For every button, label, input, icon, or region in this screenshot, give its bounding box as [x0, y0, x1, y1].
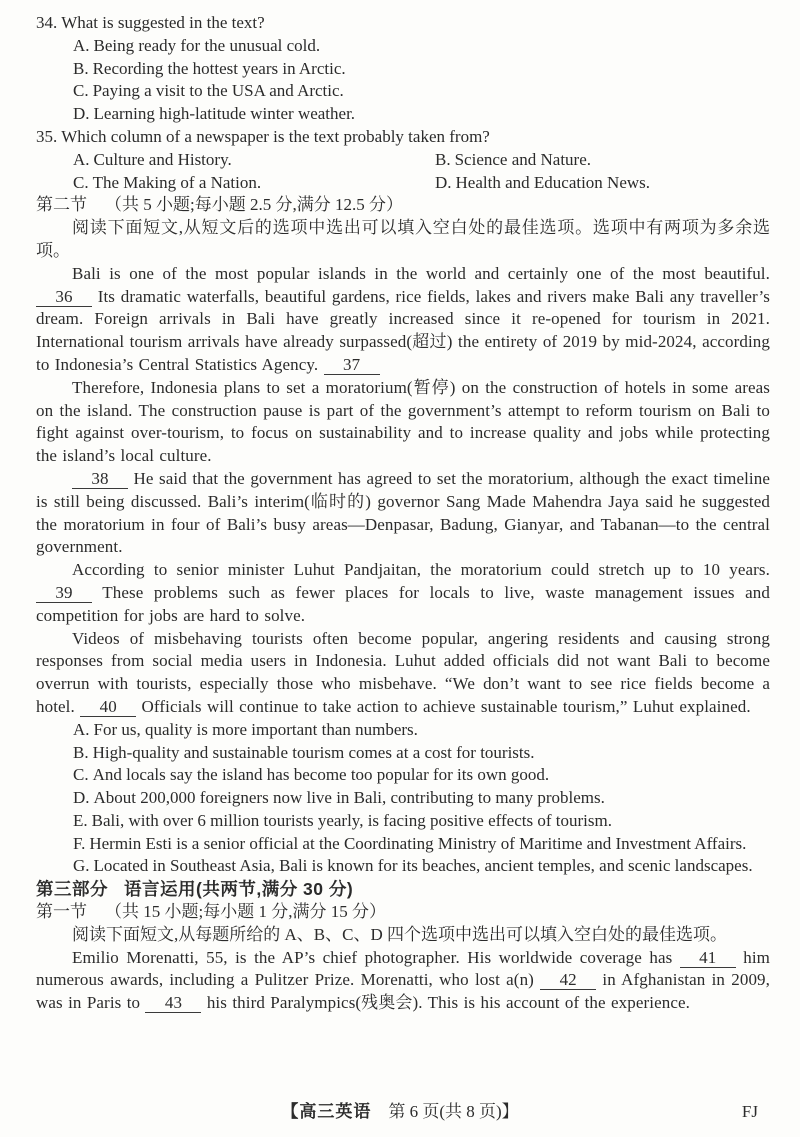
q34-option-b: [73, 58, 770, 81]
sec2-option-b-label: B.: [73, 742, 89, 762]
question-35: [36, 126, 770, 149]
q34-option-a: [73, 35, 770, 58]
part3-paragraph: Emilio Morenatti, 55, is the AP’s chief photographer. His worldwide coverage has 41 him numerous awards, including a Pulitzer Prize. Morenatti, who lost a(n) 42 in Afghanistan in 2009, was in Paris to 43 his third Paralympics(残奥会). This is his account of the experience.: [36, 947, 771, 1013]
question-34-number: 34.: [36, 13, 58, 32]
q35-option-d-text: Health and Education News.: [455, 172, 651, 192]
q34-option-d: [73, 103, 770, 126]
sec2-option-e-label: E.: [73, 810, 88, 830]
q35-option-b-text: Science and Nature.: [454, 149, 592, 169]
sec2-option-a-text: For us, quality is more important than numbers.: [93, 719, 418, 739]
q35-option-a-text: Culture and History.: [93, 149, 232, 169]
section2-options: [73, 719, 770, 879]
sec2-option-a-label: A.: [73, 719, 90, 739]
q34-option-b-label: B.: [73, 58, 89, 78]
section2-heading: [36, 194, 770, 217]
q35-option-d: [435, 172, 770, 195]
sec2-option-f: [73, 833, 770, 856]
passage-paragraph-5: Videos of misbehaving tourists often become popular, angering residents and causing strong responses from social media users in Indonesia. Luhut added officials did not want Bali to become overrun with tourists, especially those who misbehave. “We don’t want to see rice fields become a hotel. 40 Officials will continue to take action to achieve sustainable tourism,” Luhut explained.: [36, 628, 770, 716]
part3-heading-info: 语言运用(共两节,满分 30 分): [124, 879, 354, 900]
part3-section1-heading-label: 第一节: [36, 902, 87, 922]
part3-section1-heading: [36, 901, 770, 924]
sec2-option-d-text: About 200,000 foreigners now live in Bali, contributing to many problems.: [93, 788, 605, 808]
q35-option-b-label: B.: [435, 149, 451, 169]
sec2-option-c-label: C.: [73, 765, 89, 785]
sec2-option-d: [73, 787, 770, 810]
q35-option-d-label: D.: [435, 172, 452, 192]
q35-option-a-label: A.: [73, 149, 90, 169]
q35-option-a: [73, 149, 435, 172]
part3-heading-label: 第三部分: [36, 879, 108, 900]
sec2-option-g-text: Located in Southeast Asia, Bali is known for its beaches, ancient temples, and scenic landscapes.: [93, 856, 753, 876]
footer-page-info: [0, 1101, 800, 1124]
q34-option-a-label: A.: [73, 35, 90, 55]
question-34: [36, 12, 770, 35]
part3-section1-heading-info: （共 15 小题;每小题 1 分,满分 15 分）: [105, 902, 386, 922]
sec2-option-a: [73, 719, 770, 742]
q34-option-c-label: C.: [73, 81, 89, 101]
sec2-option-g-label: G.: [73, 856, 90, 876]
blank-40: 40: [80, 698, 136, 717]
passage-paragraph-3: 38 He said that the government has agreed to set the moratorium, although the exact timeline is still being discussed. Bali’s interim(临时的) governor Sang Made Mahendra Jaya said he suggested the moratorium in four of Bali’s busy areas—Denpasar, Badung, Gianyar, and Tabanan—to the central government.: [36, 468, 770, 557]
sec2-option-c-text: And locals say the island has become too popular for its own good.: [92, 765, 550, 785]
question-35-options: [73, 149, 770, 195]
footer-exam-title: 【高三英语: [281, 1102, 372, 1121]
sec2-option-e: [73, 810, 770, 833]
q35-option-c-text: The Making of a Nation.: [92, 172, 262, 192]
sec2-option-d-label: D.: [73, 788, 90, 808]
sec2-option-c: [73, 764, 770, 787]
q34-option-c: [73, 80, 770, 103]
q34-option-d-label: D.: [73, 104, 90, 124]
passage-paragraph-2: Therefore, Indonesia plans to set a moratorium(暂停) on the construction of hotels in some areas on the island. The construction pause is part of the government’s attempt to reform tourism on Bali to fight against over-tourism, to focus on sustainability and to increase quality and jobs while protecting the island’s local culture.: [36, 377, 770, 466]
blank-39: 39: [36, 584, 92, 603]
sec2-option-e-text: Bali, with over 6 million tourists yearly, is facing positive effects of tourism.: [91, 810, 612, 830]
footer-code: FJ: [741, 1102, 758, 1121]
blank-43: 43: [145, 994, 201, 1013]
q34-option-d-text: Learning high-latitude winter weather.: [93, 104, 356, 124]
sec2-option-b: [73, 742, 770, 765]
page-footer: [0, 1101, 800, 1124]
blank-36: 36: [36, 288, 92, 307]
q34-option-c-text: Paying a visit to the USA and Arctic.: [92, 81, 344, 101]
blank-38: 38: [72, 470, 128, 489]
q35-option-c-label: C.: [73, 172, 89, 192]
q34-option-b-text: Recording the hottest years in Arctic.: [92, 58, 346, 78]
blank-41: 41: [680, 949, 736, 968]
q35-option-b: [435, 149, 770, 172]
section2-instructions: 阅读下面短文,从短文后的选项中选出可以填入空白处的最佳选项。选项中有两项为多余选项。: [36, 218, 770, 260]
passage-paragraph-1: Bali is one of the most popular islands in the world and certainly one of the most beautiful. 36 Its dramatic waterfalls, beautiful gardens, rice fields, lakes and rivers make Bali any traveller’s dream. Foreign arrivals in Bali have greatly increased since it re-opened for tourism in 2021. International tourism arrivals have already surpassed(超过) the entirety of 2019 by mid-2024, according to Indonesia’s Central Statistics Agency. 37: [36, 263, 770, 374]
section2-heading-label: 第二节: [36, 195, 87, 215]
footer-page-number: 第 6 页(共 8 页)】: [371, 1102, 519, 1121]
question-34-text: What is suggested in the text?: [61, 13, 265, 32]
question-35-text: Which column of a newspaper is the text probably taken from?: [61, 126, 490, 146]
q35-option-c: [73, 172, 435, 195]
passage-paragraph-4: According to senior minister Luhut Pandjaitan, the moratorium could stretch up to 10 years. 39 These problems such as fewer places for locals to live, waste management issues and competition for jobs are hard to solve.: [36, 560, 770, 625]
section2-heading-info: （共 5 小题;每小题 2.5 分,满分 12.5 分）: [105, 195, 403, 215]
sec2-option-b-text: High-quality and sustainable tourism comes at a cost for tourists.: [92, 742, 535, 762]
blank-37: 37: [324, 356, 380, 375]
part3-instructions: 阅读下面短文,从每题所给的 A、B、C、D 四个选项中选出可以填入空白处的最佳选项。: [72, 924, 727, 944]
question-35-number: 35.: [36, 126, 58, 146]
blank-42: 42: [540, 971, 596, 990]
q34-option-a-text: Being ready for the unusual cold.: [93, 35, 321, 55]
part3-heading: [36, 878, 770, 901]
sec2-option-g: [73, 855, 770, 878]
question-34-options: [73, 35, 770, 126]
sec2-option-f-label: F.: [73, 833, 86, 853]
sec2-option-f-text: Hermin Esti is a senior official at the Coordinating Ministry of Maritime and Investment Affairs.: [89, 833, 747, 853]
